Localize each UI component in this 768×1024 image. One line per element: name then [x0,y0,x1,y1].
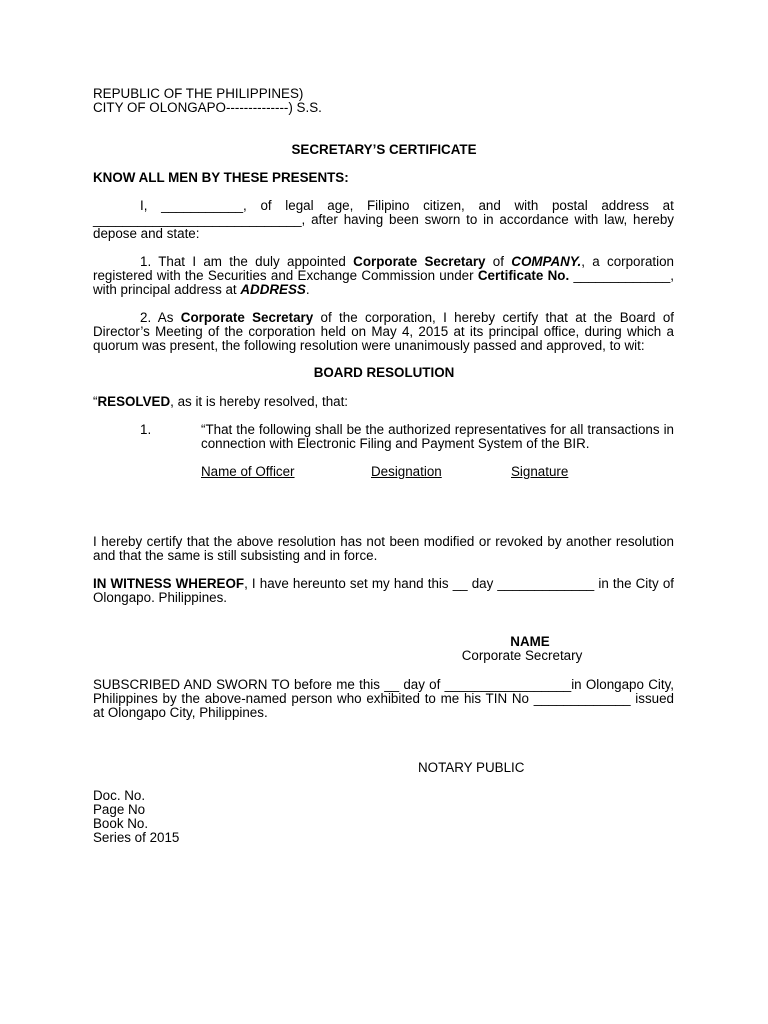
footer-series: Series of 2015 [93,830,180,845]
intro-line-1: I, ___________, of legal age, Filipino citizen, and with postal address at [140,198,674,213]
board-resolution-heading: BOARD RESOLUTION [313,365,455,380]
header-signature: Signature [511,464,569,479]
paragraph-1: 1. That I am the duly appointed Corporate Secretary of COMPANY., a corporation registered with the Securities and Exchange Commission under Certificate No. _____________, with principal address at ADDRESS. [93,254,674,297]
header-name-of-officer: Name of Officer [201,464,295,479]
item-1-number: 1. [140,422,152,437]
intro-line-2: ____________________________, after having been sworn to in accordance with law, hereby [93,212,674,227]
footer-doc-no: Doc. No. [93,788,146,803]
notary-public: NOTARY PUBLIC [418,760,525,775]
header-republic: REPUBLIC OF THE PHILIPPINES) [93,86,304,101]
certify-paragraph: I hereby certify that the above resolution has not been modified or revoked by another resolution and that the same is still subsisting and in force. [93,534,674,563]
signatory-name: NAME [510,634,550,649]
header-city: CITY OF OLONGAPO--------------) S.S. [93,100,322,115]
witness-paragraph: IN WITNESS WHEREOF, I have hereunto set my hand this __ day _____________ in the City of Olongapo. Philippines. [93,576,674,605]
item-1-text: “That the following shall be the authorized representatives for all transactions in connection with Electronic Filing and Payment System of the BIR. [201,422,674,451]
paragraph-2: 2. As Corporate Secretary of the corporation, I hereby certify that at the Board of Director’s Meeting of the corporation held on May 4, 2015 at its principal office, during which a quorum was present, the following resolution were unanimously passed and approved, to wit: [93,310,674,353]
certificate-title: SECRETARY’S CERTIFICATE [291,142,477,157]
header-designation: Designation [371,464,442,479]
intro-line-3: depose and state: [93,226,200,241]
know-all-men: KNOW ALL MEN BY THESE PRESENTS: [93,170,349,185]
signatory-title: Corporate Secretary [461,648,583,663]
resolved-line: “RESOLVED, as it is hereby resolved, that: [93,394,349,409]
footer-book-no: Book No. [93,816,149,831]
footer-page-no: Page No [93,802,146,817]
company-name: COMPANY. [511,254,582,269]
subscribed-paragraph: SUBSCRIBED AND SWORN TO before me this __ day of _________________in Olongapo City, Philippines by the above-named person who exhibited to me his TIN No _____________ issued at Olongapo City, Philippines. [93,677,674,720]
company-address: ADDRESS [240,282,306,297]
